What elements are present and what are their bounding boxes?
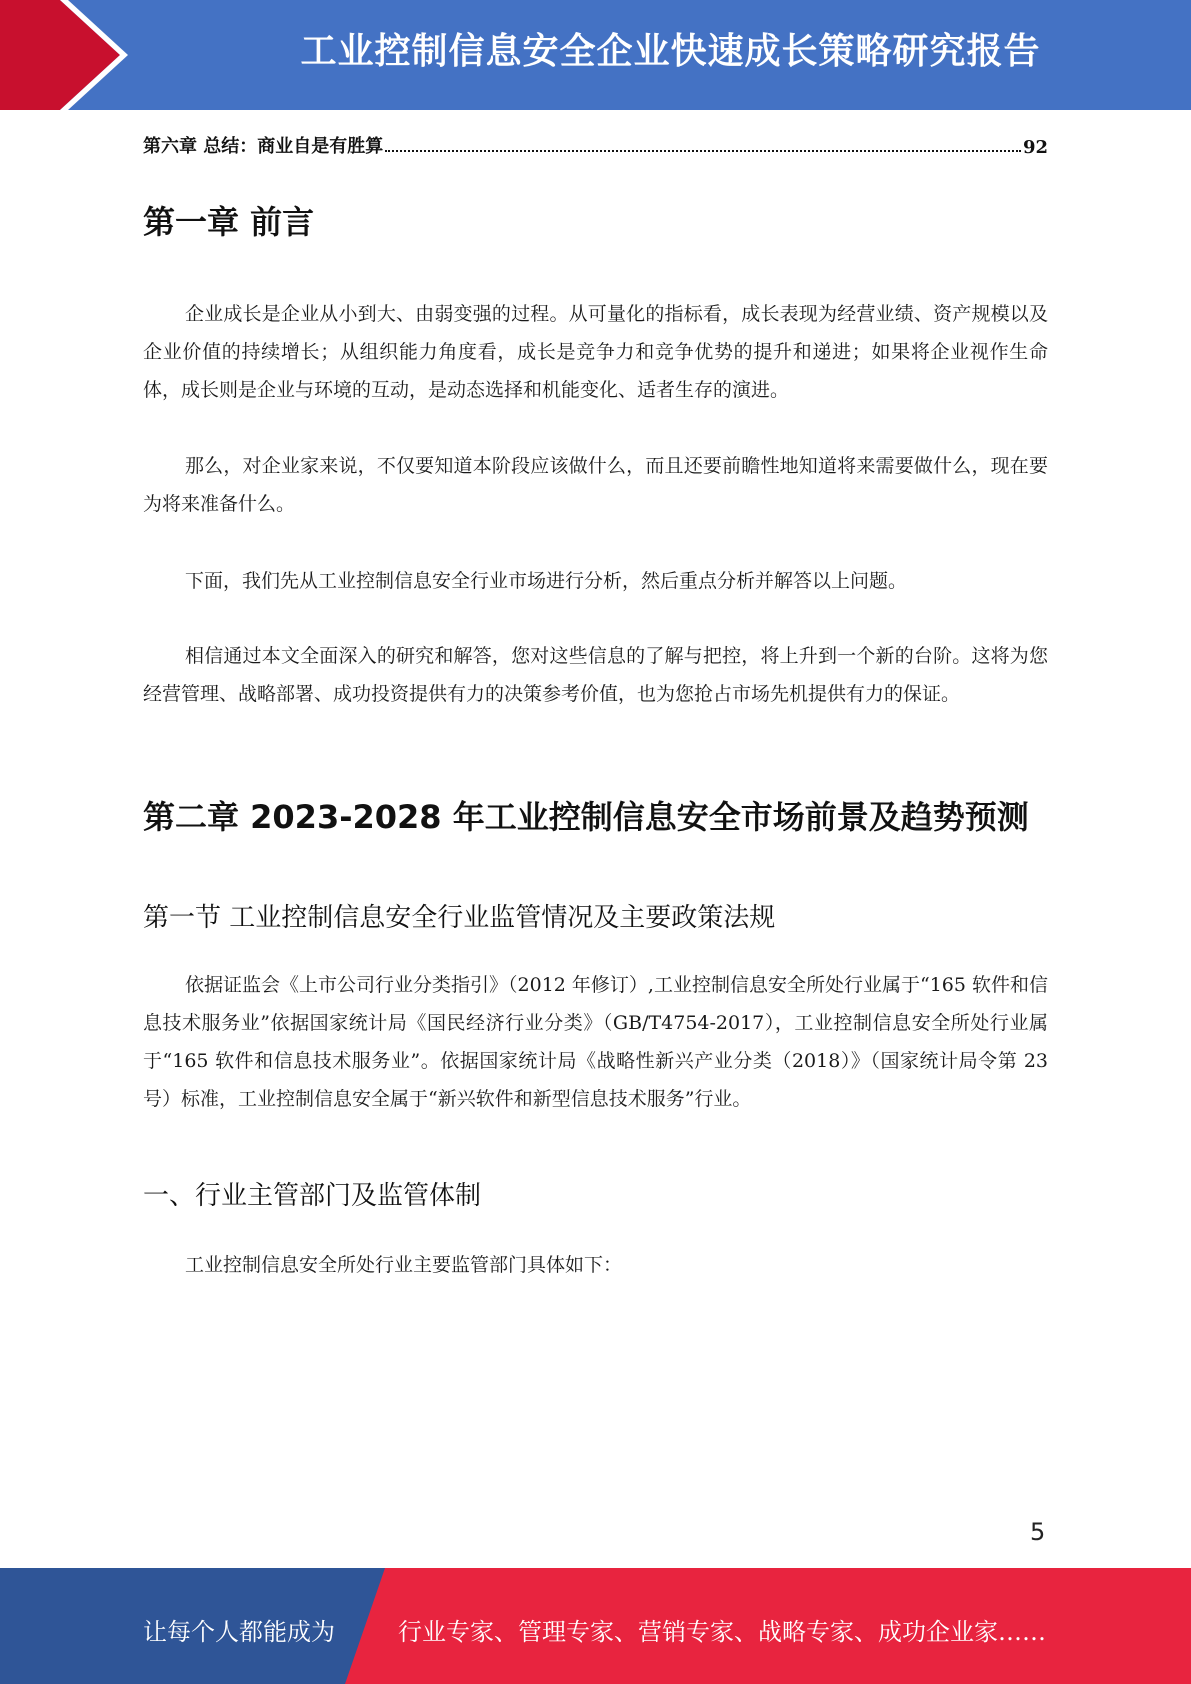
footer-slogan-right: 行业专家、管理专家、营销专家、战略专家、成功企业家…… bbox=[398, 1618, 1046, 1646]
chapter-1-paragraph-3: 下面，我们先从工业控制信息安全行业市场进行分析，然后重点分析并解答以上问题。 bbox=[185, 570, 908, 592]
subsection-1-heading: 一、行业主管部门及监管体制 bbox=[143, 1181, 482, 1211]
chapter-1-paragraph-2: 那么，对企业家来说，不仅要知道本阶段应该做什么，而且还要前瞻性地知道将来需要做什么，现在要为将来准备什么。 bbox=[143, 455, 1048, 515]
toc-entry[interactable] bbox=[143, 130, 1048, 158]
chapter-1-paragraph-4: 相信通过本文全面深入的研究和解答，您对这些信息的了解与把控，将上升到一个新的台阶。这将为您经营管理、战略部署、成功投资提供有力的决策参考价值，也为您抢占市场先机提供有力的保证。 bbox=[143, 645, 1048, 705]
header-title: 工业控制信息安全企业快速成长策略研究报告 bbox=[300, 31, 1041, 72]
header-arrow-graphic bbox=[0, 0, 160, 110]
section-1-heading: 第一节 工业控制信息安全行业监管情况及主要政策法规 bbox=[143, 903, 776, 933]
page-footer bbox=[0, 1568, 1191, 1684]
section-1-paragraph: 依据证监会《上市公司行业分类指引》（2012 年修订）,工业控制信息安全所处行业属于“165 软件和信息技术服务业”依据国家统计局《国民经济行业分类》（GB/T4754-2017），工业控制信息安全所处行业属于“165 软件和信息技术服务业”。依据国家统计局《战略性新兴产业分类（2018）》（国家统计局令第 23 号）标准，工业控制信息安全属于“新兴软件和新型信息技术服务”行业。 bbox=[143, 974, 1048, 1110]
toc-dot-leader bbox=[385, 150, 1021, 152]
toc-entry-page: 92 bbox=[1022, 137, 1048, 158]
chapter-1-heading: 第一章 前言 bbox=[143, 203, 315, 241]
chapter-1-paragraph-1: 企业成长是企业从小到大、由弱变强的过程。从可量化的指标看，成长表现为经营业绩、资产规模以及企业价值的持续增长；从组织能力角度看，成长是竞争力和竞争优势的提升和递进；如果将企业视作生命体，成长则是企业与环境的互动，是动态选择和机能变化、适者生存的演进。 bbox=[143, 303, 1048, 401]
footer-slogan-left: 让每个人都能成为 bbox=[143, 1618, 335, 1646]
subsection-1-paragraph: 工业控制信息安全所处行业主要监管部门具体如下： bbox=[185, 1254, 623, 1276]
page-number: 5 bbox=[1030, 1518, 1046, 1546]
toc-entry-title: 第六章 总结：商业自是有胜算 bbox=[143, 136, 384, 157]
chapter-2-heading: 第二章 2023-2028 年工业控制信息安全市场前景及趋势预测 bbox=[143, 798, 1029, 836]
page-header bbox=[0, 0, 1191, 110]
